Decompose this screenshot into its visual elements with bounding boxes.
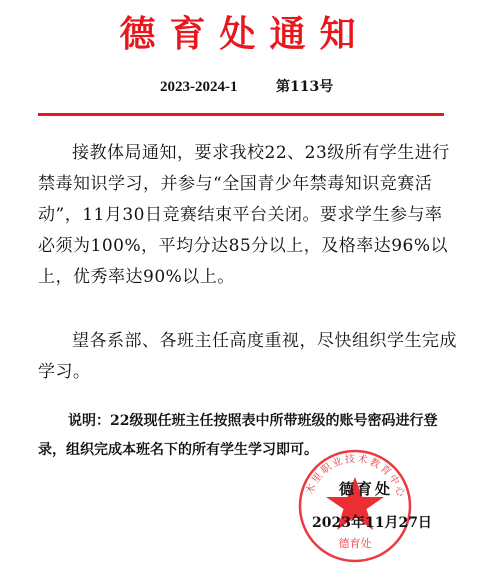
notice-paragraph-1: 接教体局通知，要求我校22、23级所有学生进行禁毒知识学习，并参与“全国青少年禁毒知识竞赛活动”，11月30日竞赛结束平台关闭。要求学生参与率必须为100%，平均分达85分以上，及格率达96%以上，优秀率达90%以上。 [38,143,450,287]
signature-department: 德育处 [339,480,394,498]
seal-bottom-text: 德育处 [338,537,372,550]
notice-note: 说明：22级现任班主任按照表中所带班级的账号密码进行登录，组织完成本班名下的所有学生学习即可。 [38,413,438,458]
seal-ring-text: 木里职业技术教育中心 [304,453,407,500]
red-divider [38,113,444,116]
notice-title: 德育处通知 [119,13,370,55]
official-seal [296,447,414,565]
document-number: 第113号 [276,79,334,95]
notice-paragraph-2: 望各系部、各班主任高度重视，尽快组织学生完成学习。 [38,331,457,382]
document-year: 2023-2024-1 [160,79,238,95]
signature-date: 2023年11月27日 [312,515,432,531]
